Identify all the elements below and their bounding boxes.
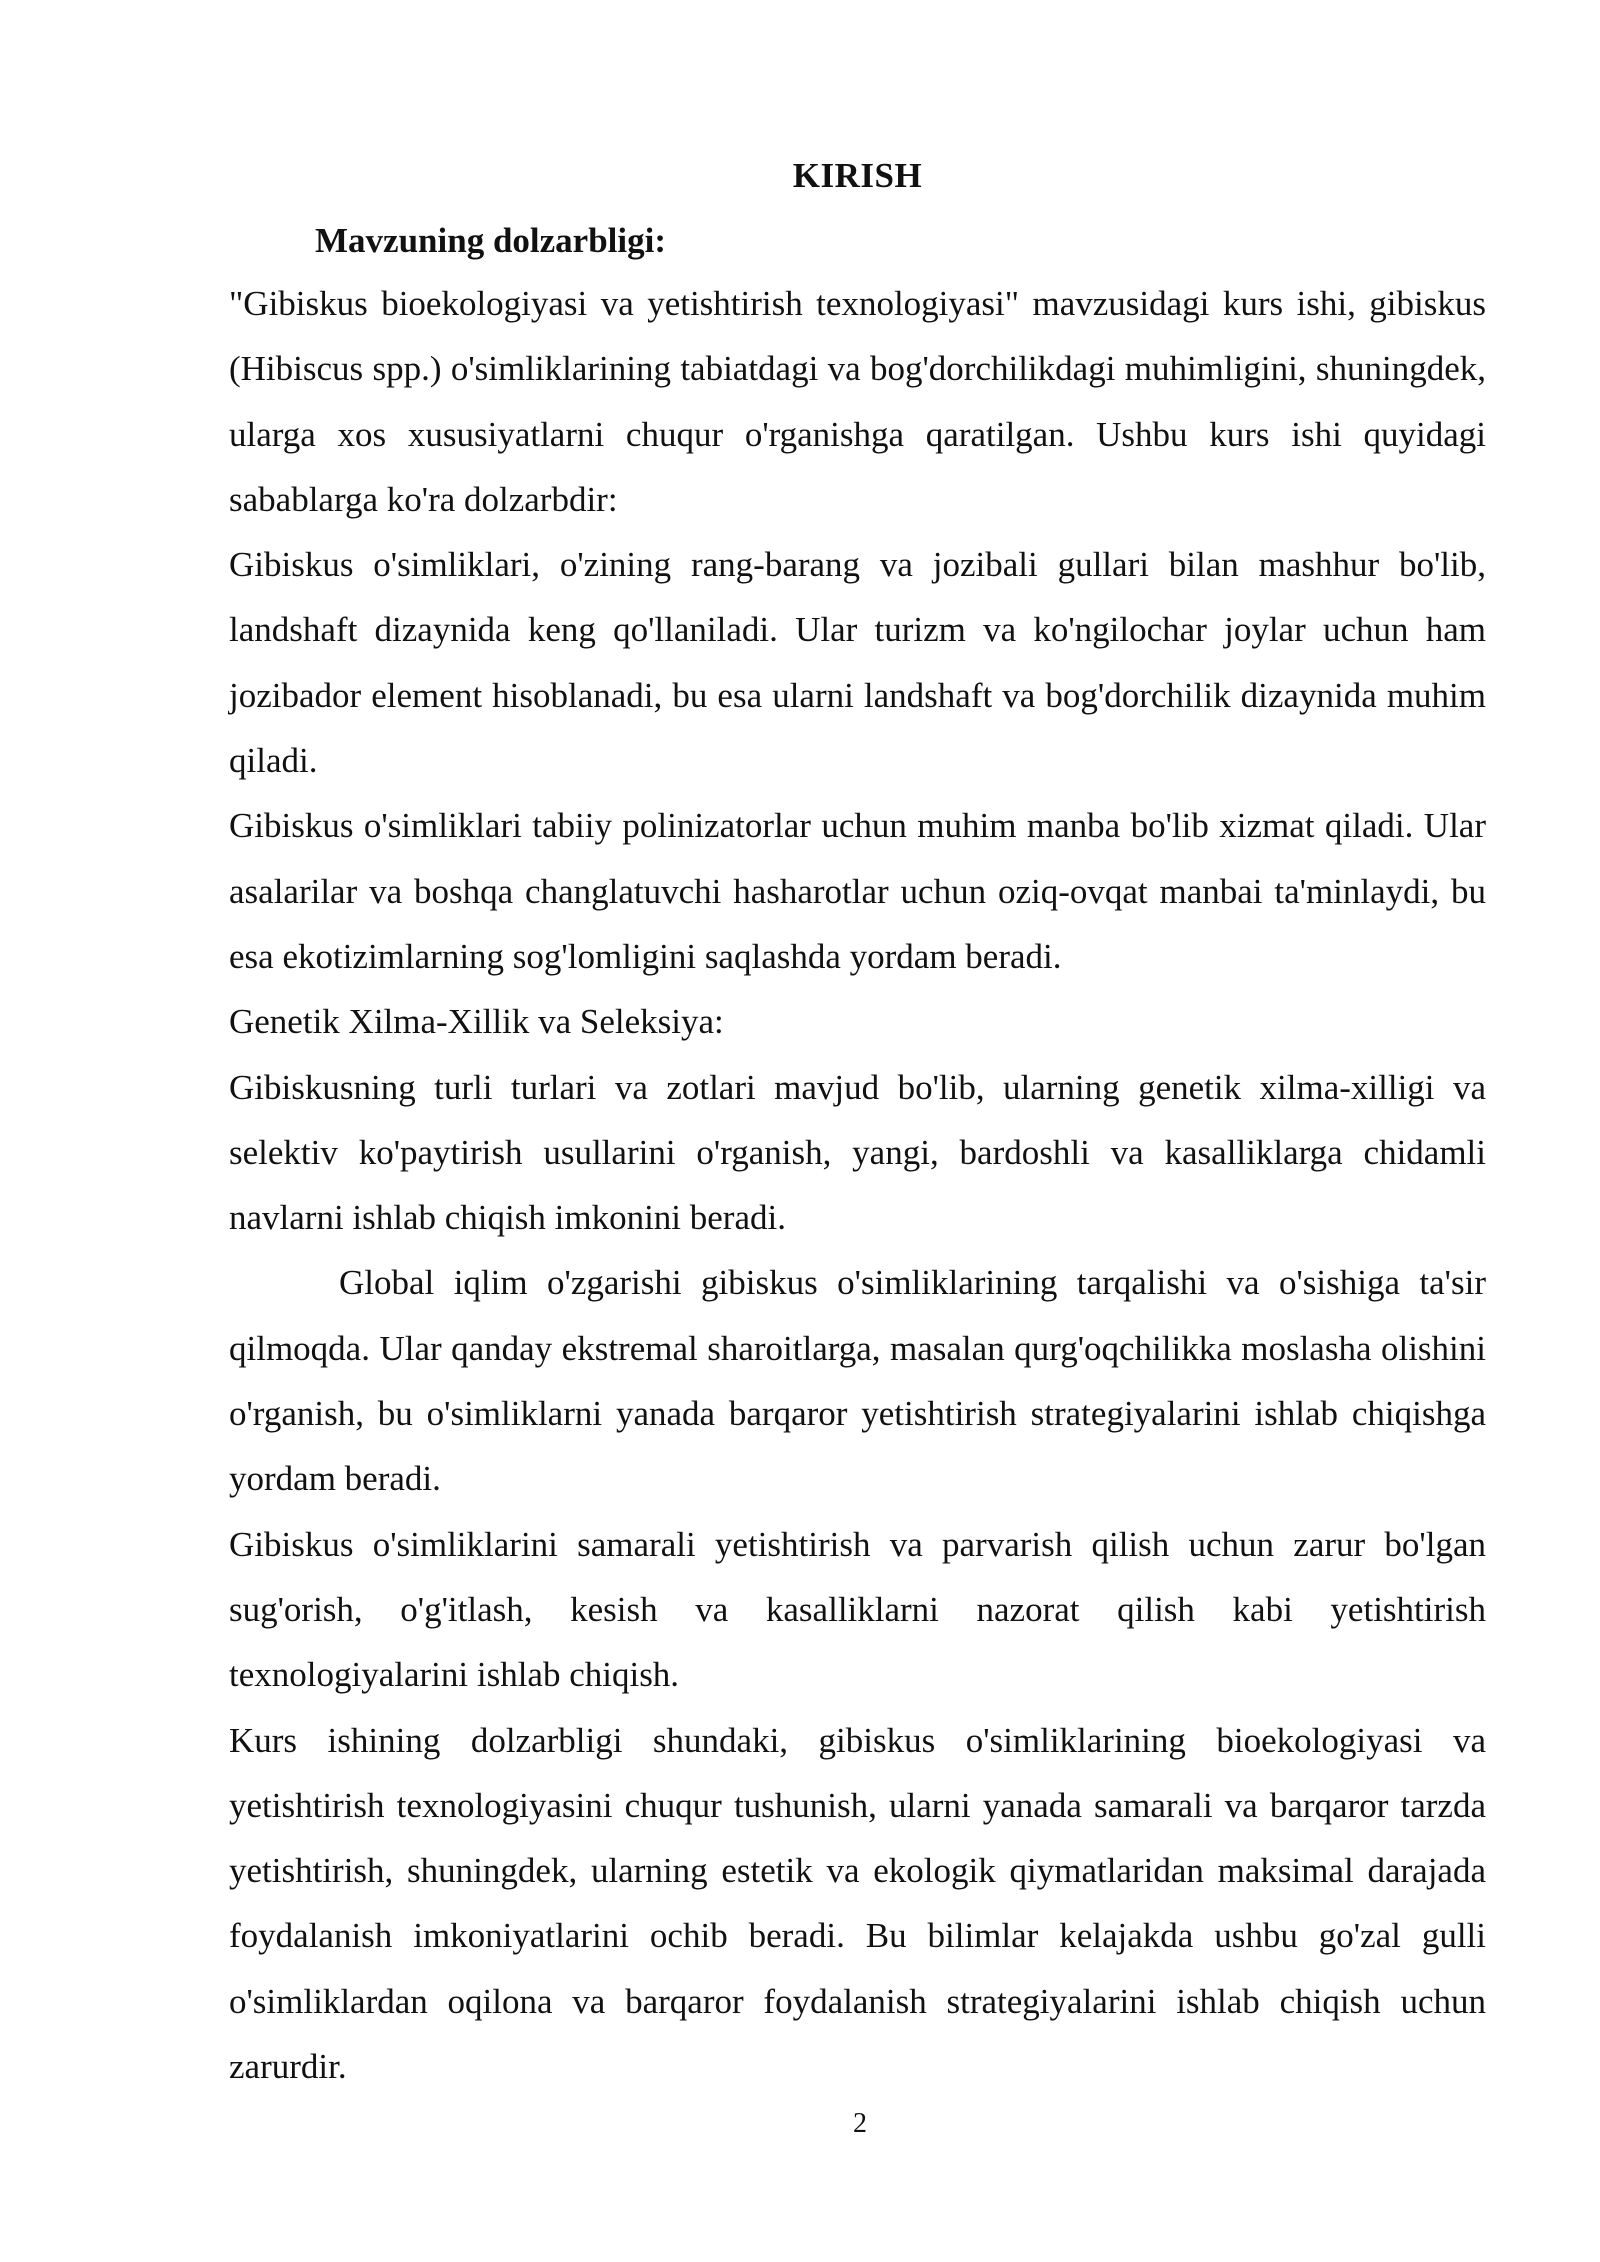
page-content [229,146,1486,2099]
paragraph-intro: "Gibiskus bioekologiyasi va yetishtirish texnologiyasi" mavzusidagi kurs ishi, gibiskus (Hibiscus spp.) o'simliklarining tabiatdagi va bog'dorchilikdagi muhimligini, shuningdek, ularga xos xususiyatlarni chuqur o'rganishga qaratilgan. Ushbu kurs ishi quyidagi sabablarga ko'ra dolzarbdir: [229,284,1486,519]
section-subtitle: Mavzuning dolzarbligi: [315,221,666,260]
paragraph-genetics-heading: Genetik Xilma-Xillik va Seleksiya: [229,1002,724,1042]
paragraph-pollinators: Gibiskus o'simliklari tabiiy polinizatorlar uchun muhim manba bo'lib xizmat qiladi. Ular asalarilar va boshqa changlatuvchi hasharotlar uchun oziq-ovqat manbai ta'minlaydi, bu esa ekotizimlarning sog'lomligini saqlashda yordam beradi. [229,806,1486,976]
paragraph-landscape: Gibiskus o'simliklari, o'zining rang-barang va jozibali gullari bilan mashhur bo'lib, landshaft dizaynida keng qo'llaniladi. Ular turizm va ko'ngilochar joylar uchun ham jozibador element hisoblanadi, bu esa ularni landshaft va bog'dorchilik dizaynida muhim qiladi. [229,545,1486,781]
paragraph-climate: Global iqlim o'zgarishi gibiskus o'simliklarining tarqalishi va o'sishiga ta'sir qilmoqda. Ular qanday ekstremal sharoitlarga, masalan qurg'oqchilikka moslasha olishini o'rganish, bu o'simliklarni yanada barqaror yetishtirish strategiyalarini ishlab chiqishga yordam beradi. [229,1263,1486,1499]
paragraph-conclusion: Kurs ishining dolzarbligi shundaki, gibiskus o'simliklarining bioekologiyasi va yetishtirish texnologiyasini chuqur tushunish, ularni yanada samarali va barqaror tarzda yetishtirish, shuningdek, ularning estetik va ekologik qiymatlaridan maksimal darajada foydalanish imkoniyatlarini ochib beradi. Bu bilimlar kelajakda ushbu go'zal gulli o'simliklardan oqilona va barqaror foydalanish strategiyalarini ishlab chiqish uchun zarurdir. [229,1720,1486,2087]
page-number: 2 [853,2108,867,2139]
section-title: KIRISH [792,156,923,195]
paragraph-technology: Gibiskus o'simliklarini samarali yetishtirish va parvarish qilish uchun zarur bo'lgan sug'orish, o'g'itlash, kesish va kasalliklarni nazorat qilish kabi yetishtirish texnologiyalarini ishlab chiqish. [229,1524,1486,1695]
paragraph-genetics: Gibiskusning turli turlari va zotlari mavjud bo'lib, ularning genetik xilma-xilligi va selektiv ko'paytirish usullarini o'rganish, yangi, bardoshli va kasalliklarga chidamli navlarni ishlab chiqish imkonini beradi. [229,1067,1486,1238]
